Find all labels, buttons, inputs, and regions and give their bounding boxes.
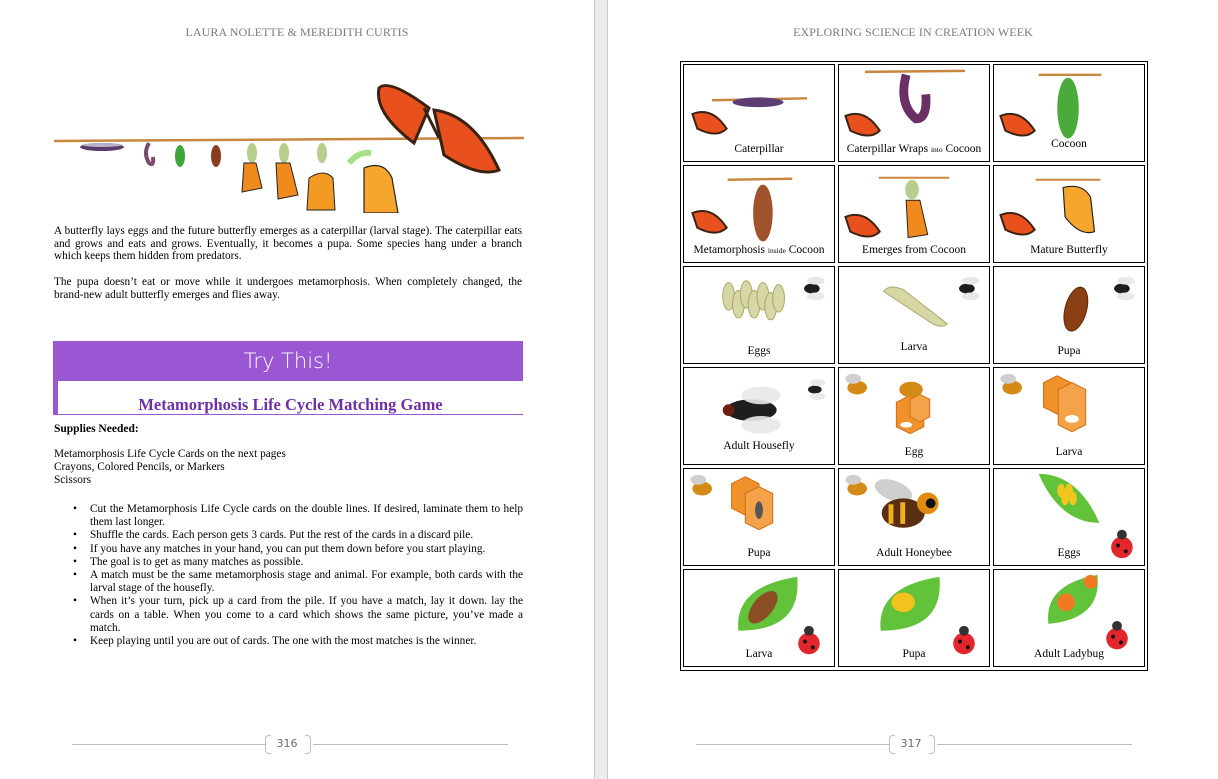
card-label: Larva bbox=[1055, 446, 1083, 458]
card-label: Emerges from Cocoon bbox=[862, 244, 966, 256]
page-number-footer bbox=[72, 735, 508, 755]
card-label: Pupa bbox=[1057, 345, 1081, 357]
card-label: Egg bbox=[904, 446, 924, 458]
card-housefly-eggs bbox=[683, 266, 835, 364]
card-butterfly-cocoon bbox=[993, 64, 1145, 162]
activity-title-box bbox=[53, 381, 523, 415]
card-butterfly-metamorphosis bbox=[683, 165, 835, 263]
card-housefly-larva bbox=[838, 266, 990, 364]
left-page bbox=[0, 0, 594, 779]
card-label: Larva bbox=[745, 648, 773, 660]
card-ladybug-eggs bbox=[993, 468, 1145, 566]
supplies-heading: Supplies Needed: bbox=[54, 423, 139, 435]
instruction-item: • A match must be the same metamorphosis stage and animal. For example, both cards with the larval stage of the housefly. bbox=[90, 569, 523, 595]
card-label: Eggs bbox=[747, 345, 771, 357]
card-ladybug-pupa bbox=[838, 569, 990, 667]
metamorphosis-paragraph: The pupa doesn’t eat or move while it undergoes metamorphosis. When completely changed, the brand-new adult butterfly emerges and flies away. bbox=[54, 276, 522, 301]
instruction-item: • Shuffle the cards. Each person gets 3 cards. Put the rest of the cards in a discard pile. bbox=[90, 529, 523, 542]
supply-item: Scissors bbox=[54, 474, 92, 486]
intro-paragraph: A butterfly lays eggs and the future butterfly emerges as a caterpillar (larval stage). The caterpillar eats and grows and eats and grows. Eventually, it becomes a pupa. Some species hang under a branch which keeps them hidden from predators. bbox=[54, 225, 522, 263]
instruction-item: • When it’s your turn, pick up a card from the pile. If you have a match, lay it down. lay the cards on a table. When you come to a card which shows the same picture, you’ve made a match. bbox=[90, 595, 523, 635]
card-butterfly-mature bbox=[993, 165, 1145, 263]
page-number: 317 bbox=[900, 737, 922, 750]
try-this-banner: Try This! bbox=[53, 341, 523, 381]
card-label: Pupa bbox=[902, 648, 926, 660]
card-label: Eggs bbox=[1057, 547, 1081, 559]
card-ladybug-larva bbox=[683, 569, 835, 667]
card-ladybug-adult bbox=[993, 569, 1145, 667]
card-label: Adult Ladybug bbox=[1034, 648, 1104, 660]
supply-item: Crayons, Colored Pencils, or Markers bbox=[54, 461, 225, 473]
instruction-item: • Cut the Metamorphosis Life Cycle cards on the double lines. If desired, laminate them to help them last longer. bbox=[90, 503, 523, 529]
card-label: Pupa bbox=[747, 547, 771, 559]
supplies-list bbox=[54, 448, 286, 487]
life-cycle-card-sheet bbox=[680, 61, 1148, 671]
card-honeybee-adult bbox=[838, 468, 990, 566]
card-label: Metamorphosis inside Cocoon bbox=[693, 244, 825, 256]
card-label: Adult Honeybee bbox=[876, 547, 952, 559]
card-label: Caterpillar bbox=[734, 143, 784, 155]
card-label: Cocoon bbox=[1051, 138, 1087, 150]
running-head: LAURA NOLETTE & MEREDITH CURTIS bbox=[185, 25, 409, 39]
card-label: Larva bbox=[900, 341, 928, 353]
card-butterfly-wraps-into-cocoon bbox=[838, 64, 990, 162]
card-label: Adult Housefly bbox=[723, 440, 795, 452]
running-head: EXPLORING SCIENCE IN CREATION WEEK bbox=[793, 25, 1033, 39]
card-butterfly-caterpillar bbox=[683, 64, 835, 162]
card-butterfly-emerges bbox=[838, 165, 990, 263]
butterfly-life-cycle-image bbox=[54, 78, 524, 213]
page-gutter bbox=[594, 0, 608, 779]
activity-title: Metamorphosis Life Cycle Matching Game bbox=[138, 395, 443, 414]
card-label: Caterpillar Wraps into Cocoon bbox=[846, 143, 982, 155]
housefly-icon bbox=[804, 277, 825, 301]
supply-item: Metamorphosis Life Cycle Cards on the next pages bbox=[54, 448, 286, 460]
instruction-item: • The goal is to get as many matches as possible. bbox=[90, 556, 523, 569]
instructions-list bbox=[90, 503, 523, 648]
butterfly-icon bbox=[378, 86, 499, 173]
caterpillar-icon bbox=[80, 143, 124, 151]
card-honeybee-pupa bbox=[683, 468, 835, 566]
page-number: 316 bbox=[276, 737, 298, 750]
card-honeybee-larva bbox=[993, 367, 1145, 465]
instruction-item: • If you have any matches in your hand, you can put them down before you start playing. bbox=[90, 543, 523, 556]
card-housefly-pupa bbox=[993, 266, 1145, 364]
page-number-footer bbox=[696, 735, 1132, 755]
card-housefly-adult bbox=[683, 367, 835, 465]
instruction-item: • Keep playing until you are out of cards. The one with the most matches is the winner. bbox=[90, 635, 523, 648]
card-honeybee-egg bbox=[838, 367, 990, 465]
card-label: Mature Butterfly bbox=[1030, 244, 1108, 256]
honeybee-icon bbox=[845, 374, 867, 395]
